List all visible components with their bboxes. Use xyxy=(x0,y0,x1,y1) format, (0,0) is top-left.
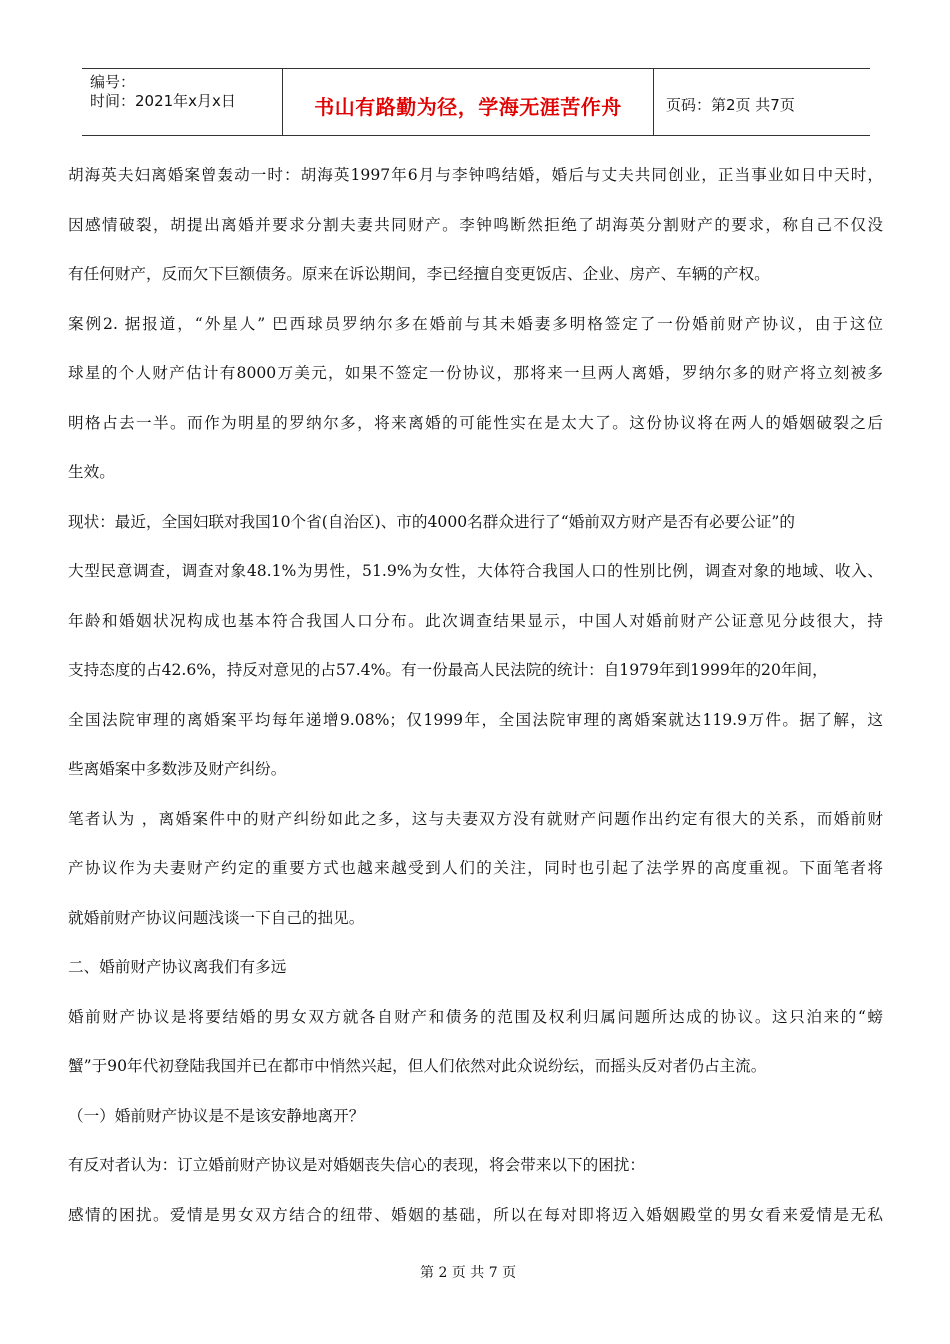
body-line: 全国法院审理的离婚案平均每年递增9.08%；仅1999年，全国法院审理的离婚案就达119.9万件。据了解，这 xyxy=(68,710,883,729)
body-line: 笔者认为 ，离婚案件中的财产纠纷如此之多，这与夫妻双方没有就财产问题作出约定有很大的关系，而婚前财 xyxy=(68,809,883,828)
body-line: 婚前财产协议是将要结婚的男女双方就各自财产和债务的范围及权利归属问题所达成的协议。这只泊来的“螃 xyxy=(68,1007,883,1026)
body-line: 就婚前财产协议问题浅谈一下自己的拙见。 xyxy=(68,908,365,927)
body-line: 有反对者认为：订立婚前财产协议是对婚姻丧失信心的表现，将会带来以下的困扰： xyxy=(68,1156,645,1174)
body-line: 案例2. 据报道，“外星人” 巴西球员罗纳尔多在婚前与其未婚妻多明格签定了一份婚前财产协议，由于这位 xyxy=(68,314,883,333)
body-line: 球星的个人财产估计有8000万美元，如果不签定一份协议，那将来一旦两人离婚，罗纳尔多的财产将立刻被多 xyxy=(68,364,883,382)
document-body xyxy=(68,151,883,1240)
header-motto: 书山有路勤为径，学海无涯苦作舟 xyxy=(282,69,654,135)
header-page-info: 页码：第2页 共7页 xyxy=(666,95,795,114)
date-label: 时间：2021年x月x日 xyxy=(90,92,236,110)
body-line: 些离婚案中多数涉及财产纠纷。 xyxy=(68,760,287,778)
body-line: 生效。 xyxy=(68,463,115,481)
subsection-heading: （一）婚前财产协议是不是该安静地离开？ xyxy=(68,1106,365,1125)
page-footer: 第 2 页 共 7 页 xyxy=(420,1265,517,1281)
body-line: 有任何财产，反而欠下巨额债务。原来在诉讼期间，李已经擅自变更饭店、企业、房产、车辆的产权。 xyxy=(68,265,770,283)
page-header xyxy=(82,68,870,136)
body-line: 明格占去一半。而作为明星的罗纳尔多，将来离婚的可能性实在是太大了。这份协议将在两人的婚姻破裂之后 xyxy=(68,413,883,432)
body-line: 因感情破裂，胡提出离婚并要求分割夫妻共同财产。李钟鸣断然拒绝了胡海英分割财产的要求，称自己不仅没 xyxy=(68,215,883,234)
body-line: 支持态度的占42.6%，持反对意见的占57.4%。有一份最高人民法院的统计：自1979年到1999年的20年间， xyxy=(68,661,828,679)
header-meta xyxy=(82,69,282,135)
body-line: 胡海英夫妇离婚案曾轰动一时：胡海英1997年6月与李钟鸣结婚，婚后与丈夫共同创业，正当事业如日中天时， xyxy=(68,166,883,184)
body-line: 蟹”于90年代初登陆我国并已在都市中悄然兴起，但人们依然对此众说纷纭，而摇头反对者仍占主流。 xyxy=(68,1057,767,1075)
body-line: 产协议作为夫妻财产约定的重要方式也越来越受到人们的关注，同时也引起了法学界的高度重视。下面笔者将 xyxy=(68,859,883,877)
body-line: 大型民意调查，调查对象48.1%为男性，51.9%为女性，大体符合我国人口的性别比例，调查对象的地域、收入、 xyxy=(68,562,883,580)
body-line: 感情的困扰。爱情是男女双方结合的纽带、婚姻的基础，所以在每对即将迈入婚姻殿堂的男女看来爱情是无私 xyxy=(68,1205,883,1224)
section-heading: 二、婚前财产协议离我们有多远 xyxy=(68,958,287,976)
body-line: 年龄和婚姻状况构成也基本符合我国人口分布。此次调查结果显示，中国人对婚前财产公证意见分歧很大，持 xyxy=(68,611,883,630)
serial-number-label: 编号： xyxy=(90,73,136,91)
body-line: 现状：最近，全国妇联对我国10个省(自治区)、市的4000名群众进行了“婚前双方财产是否有必要公证”的 xyxy=(68,512,795,531)
